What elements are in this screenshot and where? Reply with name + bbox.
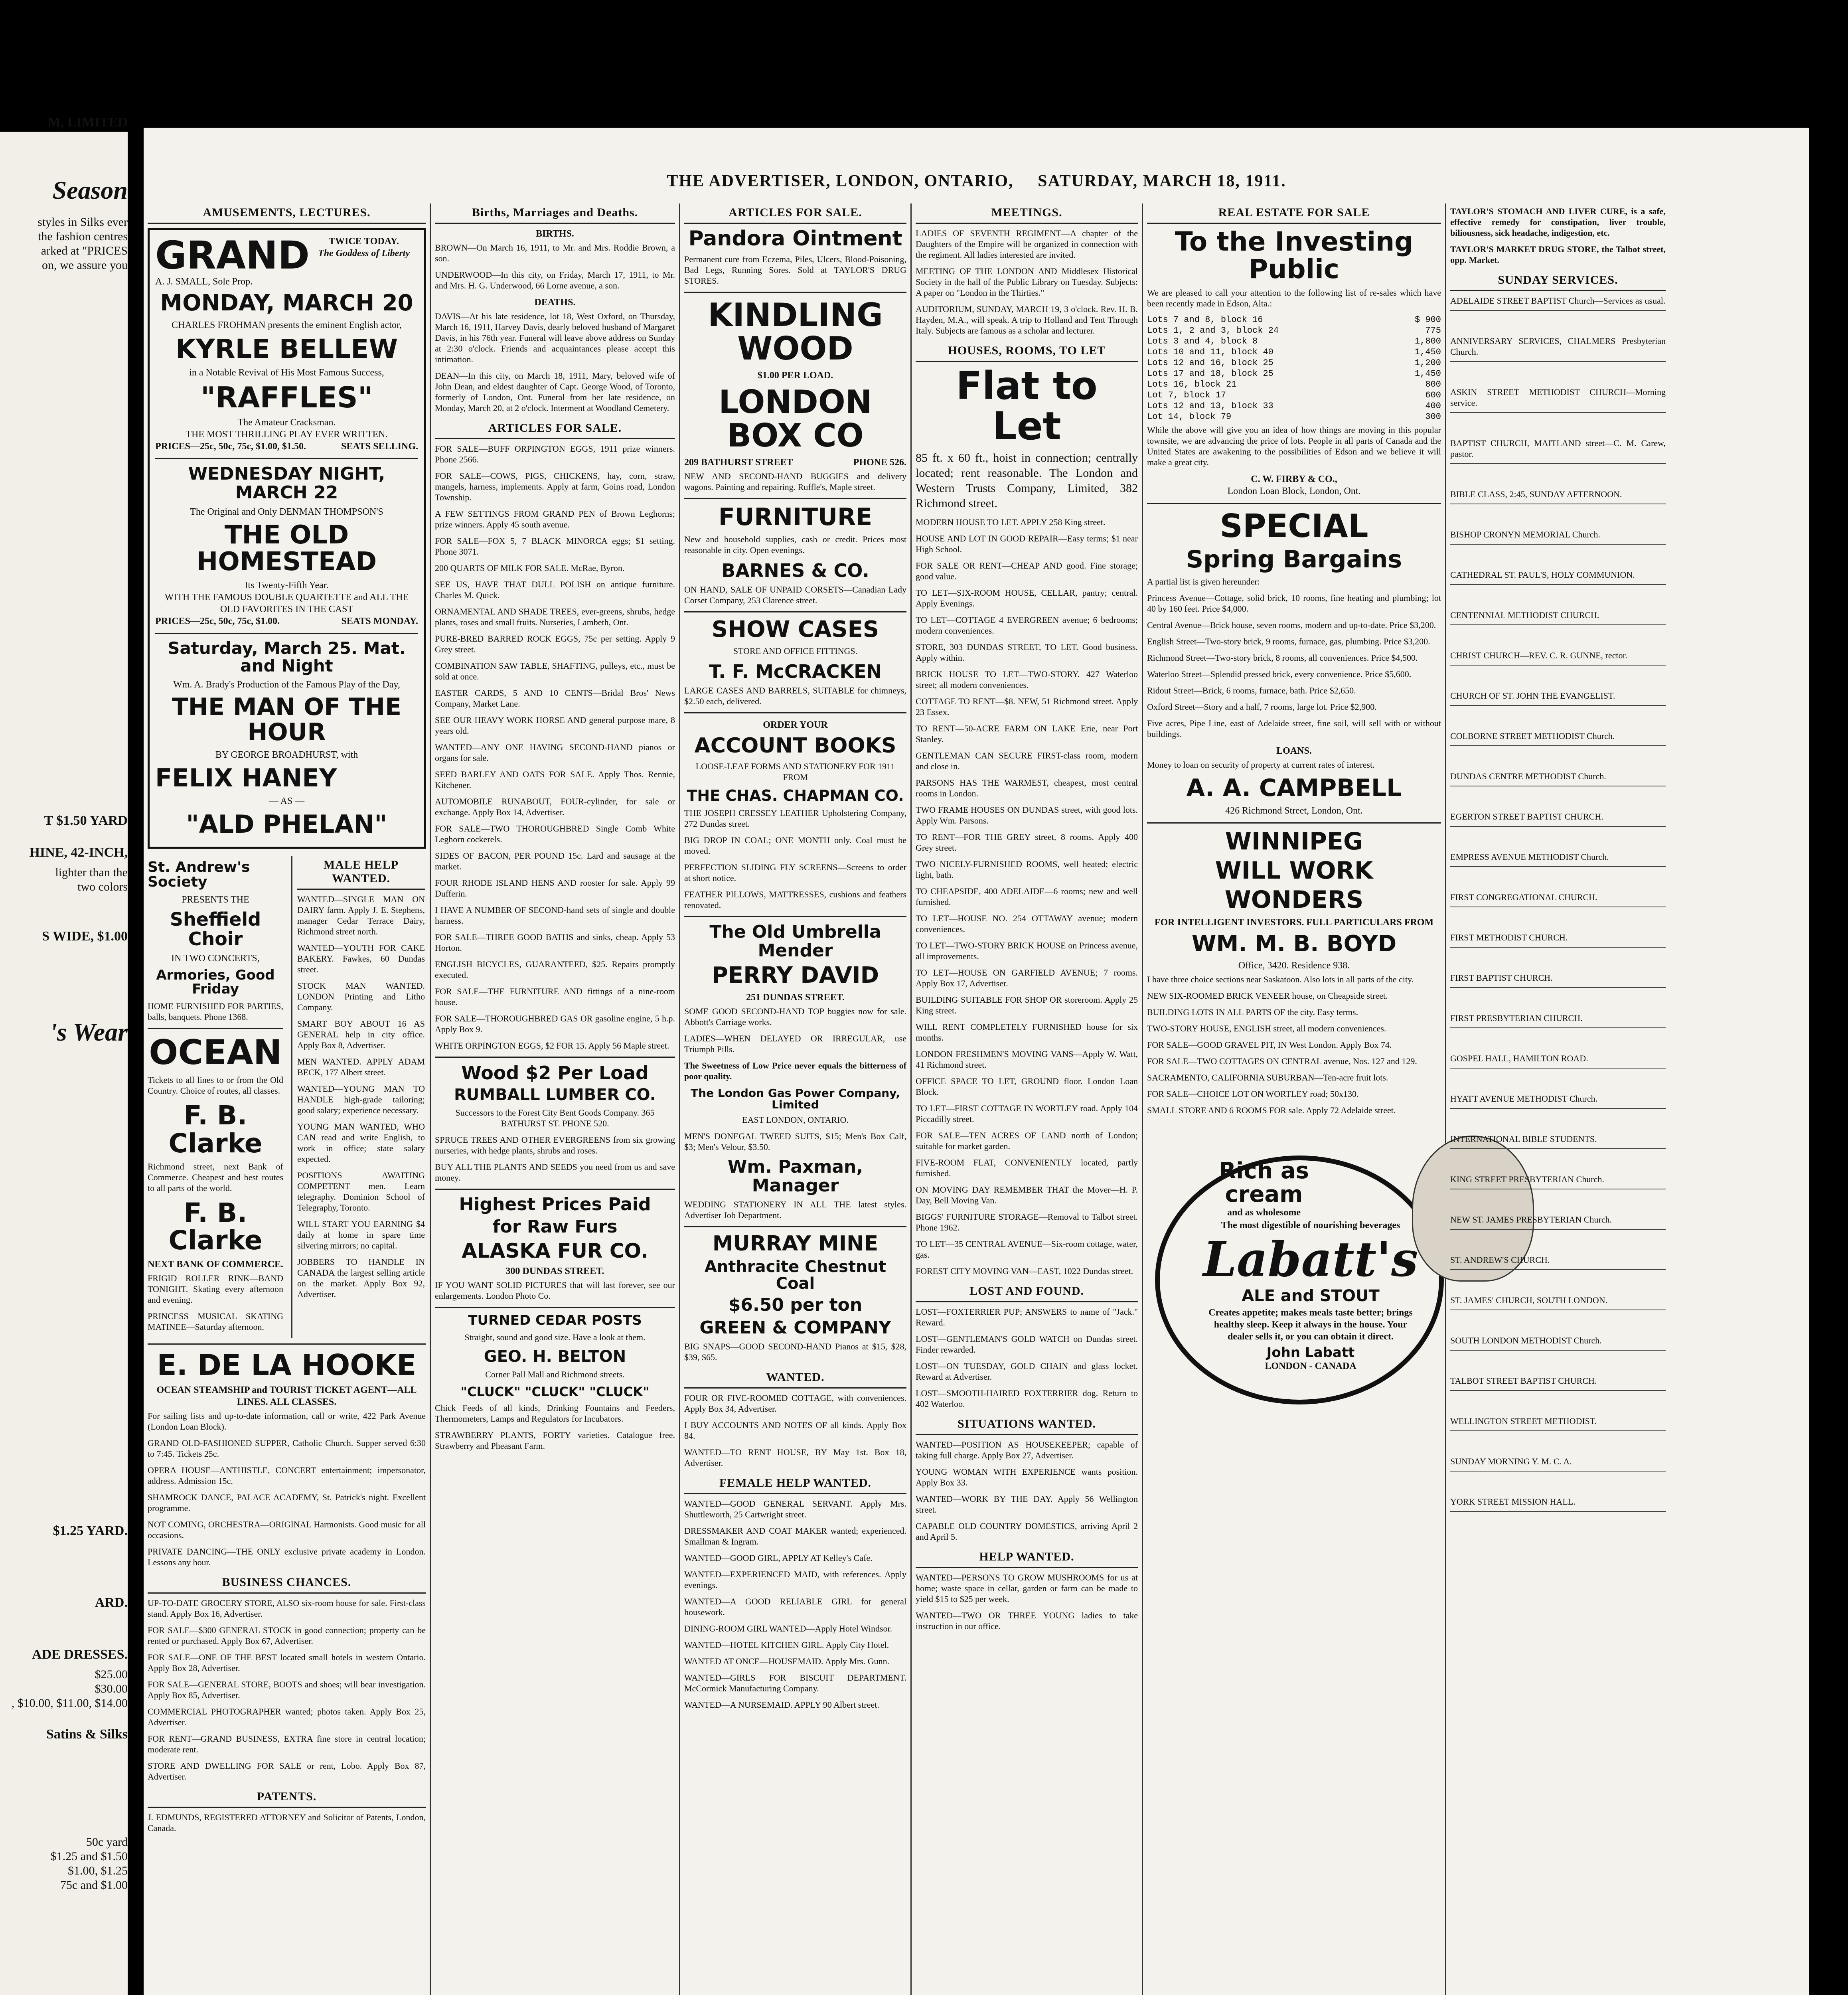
church-listing: HYATT AVENUE METHODIST Church. xyxy=(1450,1093,1666,1109)
taylor-store: TAYLOR'S MARKET DRUG STORE, the Talbot street, opp. Market. xyxy=(1450,244,1666,265)
left-page-fragment: M, LIMITED xyxy=(47,115,128,130)
revival-line: in a Notable Revival of His Most Famous Success, xyxy=(189,367,384,378)
delahooke-sub: OCEAN STEAMSHIP and TOURIST TICKET AGENT—ALL LINES. ALL CLASSES. xyxy=(156,1385,417,1408)
felix-haney: FELIX HANEY xyxy=(155,763,337,793)
order-your: ORDER YOUR xyxy=(763,719,828,730)
frohman-line: CHARLES FROHMAN presents the eminent English actor, xyxy=(172,320,402,330)
left-page-fragment: ARD. xyxy=(95,1595,128,1610)
church-listing: ANNIVERSARY SERVICES, CHALMERS Presbyterian Church. xyxy=(1450,336,1666,362)
seats-selling: SEATS SELLING. xyxy=(341,441,418,452)
left-page-fragment: 's Wear xyxy=(50,1018,128,1046)
kindling-price: $1.00 PER LOAD. xyxy=(757,370,833,381)
church-listing: YORK STREET MISSION HALL. xyxy=(1450,1496,1666,1512)
wood-per-load: Wood $2 Per Load xyxy=(461,1062,649,1084)
umbrella-mender: The Old Umbrella Mender xyxy=(709,922,881,961)
taylor-cure: TAYLOR'S STOMACH AND LIVER CURE, is a safe, effective remedy for constipation, liver trouble, biliousness, sick headache, indigestion, etc. xyxy=(1450,206,1666,238)
lot-description: Lot 14, block 79 xyxy=(1147,411,1232,422)
raw-furs: for Raw Furs xyxy=(492,1217,618,1237)
church-listing: ASKIN STREET METHODIST CHURCH—Morning service. xyxy=(1450,387,1666,413)
labatt-signature: John Labatt xyxy=(1266,1345,1355,1361)
coal-price: $6.50 per ton xyxy=(728,1295,863,1316)
will-work: WILL WORK xyxy=(1215,856,1373,885)
articles-heading-2: ARTICLES FOR SALE. xyxy=(435,419,675,439)
pandora-ointment: Pandora Ointment xyxy=(688,227,902,251)
births-heading: BIRTHS. xyxy=(536,229,574,239)
left-page-fragment: arked at "PRICES xyxy=(41,244,128,257)
campbell-address: 426 Richmond Street, London, Ont. xyxy=(1225,805,1363,816)
left-page-fragment: T $1.50 YARD xyxy=(44,813,128,828)
left-page-fragment: $1.25 and $1.50 xyxy=(50,1850,128,1863)
gas-power-company: The London Gas Power Company, Limited xyxy=(691,1086,900,1112)
church-list xyxy=(1450,295,1666,1512)
lot-row xyxy=(1147,325,1441,336)
column-sunday-services xyxy=(1446,203,1670,1995)
church-listing: ADELAIDE STREET BAPTIST Church—Services as usual. xyxy=(1450,295,1666,311)
two-concerts: IN TWO CONCERTS, xyxy=(171,953,260,964)
brady-line: Wm. A. Brady's Production of the Famous Play of the Day, xyxy=(173,679,400,690)
wanted-heading: WANTED. xyxy=(684,1368,906,1389)
lot-price: 1,200 xyxy=(1414,358,1441,368)
chapman-co: THE CHAS. CHAPMAN CO. xyxy=(687,786,904,804)
section-heading: AMUSEMENTS, LECTURES. xyxy=(148,203,426,224)
box-phone: PHONE 526. xyxy=(853,457,906,468)
boyd-phones: Office, 3420. Residence 938. xyxy=(1238,960,1350,971)
lot-price: 1,450 xyxy=(1414,347,1441,357)
houses-heading: HOUSES, ROOMS, TO LET xyxy=(916,342,1138,362)
masthead-date: SATURDAY, MARCH 18, 1911. xyxy=(1038,172,1286,190)
labatt-ale: ALE and STOUT xyxy=(1242,1287,1380,1306)
church-listing: FIRST PRESBYTERIAN CHURCH. xyxy=(1450,1013,1666,1028)
column-births-articles: Births, Marriages and Deaths. BIRTHS. BROWN—On March 16, 1911, to Mr. and Mrs. Roddie Brown, a son. UNDERWOOD—In this city, on Friday, March 17, 1911, to Mr. and Mrs. H. G. Underwood, 66 Lorne avenue, a son. DEATHS. DAVIS—At his late residence, lot 18, West Oxford, on Thursday, March 16, 1911, Harvey Davis, dearly beloved husband of Margaret Davis, in his 76th year. Funeral will leave above address on Sunday at 2:30 o'clock. Friends and acquaintances please accept this intimation. DEAN—In this city, on March 18, 1911, Mary, beloved wife of John Dean, and eldest daughter of Capt. George Wood, of Toronto, formerly of London, Ont. Funeral from her late residence, on Monday, March 20, at 2 o'clock. Interment at Woodland Cemetery. ARTICLES FOR SALE. FOR SALE—BUFF ORPINGTON EGGS, 1911 prize winners. Phone 2566. FOR SALE—COWS, PIGS, CHICKENS, hay, corn, straw, mangels, harness, implements. Apply at farm, Goins road, London Township. A FEW SETTINGS FROM GRAND PEN of Brown Leghorns; prize winners. Apply 45 south avenue. FOR SALE—FOX 5, 7 BLACK MINORCA eggs; $1 setting. Phone 3071. 200 QUARTS OF MILK FOR SALE. McRae, Byron. SEE US, HAVE THAT DULL POLISH on antique furniture. Charles M. Quick. ORNAMENTAL AND SHADE TREES, ever-greens, shrubs, hedge plants, roses and small fruits. Nurseries, Lambeth, Ont. PURE-BRED BARRED ROCK EGGS, 75c per setting. Apply 9 Grey street. COMBINATION SAW TABLE, SHAFTING, pulleys, etc., must be sold at once. EASTER CARDS, 5 AND 10 CENTS—Bridal Bros' News Company, Market Lane. SEE OUR HEAVY WORK HORSE AND general purpose mare, 8 years old. WANTED—ANY ONE HAVING SECOND-HAND pianos or organs for sale. SEED BARLEY AND OATS FOR SALE. Apply Thos. Rennie, Kitchener. AUTOMOBILE RUNABOUT, FOUR-cylinder, for sale or exchange. Apply Box 14, Advertiser. FOR SALE—TWO THOROUGHBRED Single Comb White Leghorn cockerels. SIDES OF BACON, PER POUND 15c. Lard and sausage at the market. FOUR RHODE ISLAND HENS AND rooster for sale. Apply 99 Dufferin. I HAVE A NUMBER OF SECOND-hand sets of single and double harness. FOR SALE—THREE GOOD BATHS and sinks, cheap. Apply 53 Horton. ENGLISH BICYCLES, GUARANTEED, $25. Repairs promptly executed. FOR SALE—THE FURNITURE AND fittings of a nine-room house. FOR SALE—THOROUGHBRED GAS OR gasoline engine, 5 h.p. Apply Box 9. WHITE ORPINGTON EGGS, $2 FOR 15. Apply 56 Maple street. Wood $2 Per Load RUMBALL LUMBER CO. Successors to the Forest City Bent Goods Company. 365 BATHURST ST. PHONE 520. SPRUCE TREES AND OTHER EVERGREENS from six growing nurseries, with hedge plants, shrubs and roses. BUY ALL THE PLANTS AND SEEDS you need from us and save money. Highest Prices Paid for Raw Furs ALASKA FUR CO. 300 DUNDAS STREET. IF YOU WANT SOLID PICTURES that will last forever, see our enlargements. London Photo Co. TURNED CEDAR POSTS Straight, sound and good size. Have a look at them. GEO. H. BELTON Corner Pall Mall and Richmond streets. "CLUCK" "CLUCK" "CLUCK" Chick Feeds of all kinds, Drinking Fountains and Feeders, Thermometers, Lamps and Regulators for Incubators. STRAWBERRY PLANTS, FORTY varieties. Catalogue free. Strawberry and Pheasant Farm. xyxy=(431,203,680,1995)
kyrle-bellew: KYRLE BELLEW xyxy=(175,333,398,364)
lot-row xyxy=(1147,314,1441,325)
church-listing: GOSPEL HALL, HAMILTON ROAD. xyxy=(1450,1053,1666,1069)
church-listing: CATHEDRAL ST. PAUL'S, HOLY COMMUNION. xyxy=(1450,569,1666,585)
flat-to-let: Flat to Let xyxy=(956,363,1098,448)
situations-heading: SITUATIONS WANTED. xyxy=(916,1415,1138,1435)
alaska-fur: ALASKA FUR CO. xyxy=(462,1239,648,1262)
church-listing: CHRIST CHURCH—REV. C. R. GUNNE, rector. xyxy=(1450,650,1666,666)
lot-row xyxy=(1147,401,1441,411)
labatt-digest: The most digestible of nourishing beverages xyxy=(1221,1220,1400,1231)
sheffield-choir: Sheffield Choir xyxy=(170,909,261,950)
column-amusements: AMUSEMENTS, LECTURES. GRAND A. J. SMALL, Sole Prop. TWICE TODAY. The Goddess of Liberty MONDAY, MARCH 20 CHARLES FROHMAN presents the eminent English actor, KYRLE BELLEW in a Notable Revival of His Most Famous Success, "RAFFLES" The Amateur Cracksman. THE MOST THRILLING PLAY EVER WRITTEN. PRICES—25c, 50c, 75c, $1.00, $1.50. SEATS SELLING. WEDNESDAY NIGHT, MARCH 22 The Original and Only DENMAN THOMPSON'S THE OLD HOMESTEAD Its Twenty-Fifth Year. WITH THE FAMOUS DOUBLE QUARTETTE and ALL THE OLD FAVORITES IN THE CAST PRICES—25c, 50c, 75c, $1.00. SEATS MONDAY. Saturday, March 25. Mat. and Night Wm. A. Brady's Production of the Famous Play of the Day, THE MAN OF THE HOUR BY GEORGE BROADHURST, with FELIX HANEY — AS — "ALD PHELAN" St. Andrew's Society PRESENTS THE Sheffield Choir IN TWO CONCERTS, Armories, Good Friday HOME FURNISHED FOR PARTIES, balls, banquets. Phone 1368. OCEAN Tickets to all lines to or from the Old Country. Choice of routes, all classes. F. B. Clarke Richmond street, next Bank of Commerce. Cheapest and best routes to all parts of the world. F. B. Clarke NEXT BANK OF COMMERCE. FRIGID ROLLER RINK—BAND TONIGHT. Skating every afternoon and evening. PRINCESS MUSICAL SKATING MATINEE—Saturday afternoon. MALE HELP WANTED. WANTED—SINGLE MAN ON DAIRY farm. Apply J. E. Stephens, manager Cedar Terrace Dairy, Richmond street north. WANTED—YOUTH FOR CAKE BAKERY. Fawkes, 60 Dundas street. STOCK MAN WANTED. LONDON Printing and Litho Company. SMART BOY ABOUT 16 AS GENERAL help in city office. Apply Box 8, Advertiser. MEN WANTED. APPLY ADAM BECK, 177 Albert street. WANTED—YOUNG MAN TO HANDLE high-grade tailoring; good salary; experience necessary. YOUNG MAN WANTED, WHO CAN read and write English, to work in office; state salary expected. POSITIONS AWAITING COMPETENT men. Learn telegraphy. Dominion School of Telegraphy, Toronto. WILL START YOU EARNING $4 daily at home in spare time silvering mirrors; no capital. JOBBERS TO HANDLE IN CANADA the largest selling article on the market. Apply Box 92, Advertiser. E. DE LA HOOKE OCEAN STEAMSHIP and TOURIST TICKET AGENT—ALL LINES. ALL CLASSES. For sailing lists and up-to-date information, call or write, 422 Park Avenue (London Loan Block). GRAND OLD-FASHIONED SUPPER, Catholic Church. Supper served 6:30 to 7:45. Tickets 25c. OPERA HOUSE—ANTHISTLE, CONCERT entertainment; impersonator, address. Admission 15c. SHAMROCK DANCE, PALACE ACADEMY, St. Patrick's night. Excellent programme. NOT COMING, ORCHESTRA—ORIGINAL Harmonists. Good music for all occasions. PRIVATE DANCING—THE ONLY exclusive private academy in London. Lessons any hour. BUSINESS CHANCES. UP-TO-DATE GROCERY STORE, ALSO six-room house for sale. First-class stand. Apply Box 16, Advertiser. FOR SALE—$300 GENERAL STOCK in good connection; property can be rented or purchased. Apply Box 67, Advertiser. FOR SALE—ONE OF THE BEST located small hotels in western Ontario. Apply Box 28, Advertiser. FOR SALE—GENERAL STORE, BOOTS and shoes; will bear investigation. Apply Box 85, Advertiser. COMMERCIAL PHOTOGRAPHER wanted; photos taken. Apply Box 25, Advertiser. FOR RENT—GRAND BUSINESS, EXTRA fine store in central location; moderate rent. STORE AND DWELLING FOR SALE or rent, Lobo. Apply Box 87, Advertiser. PATENTS. J. EDMUNDS, REGISTERED ATTORNEY and Solicitor of Patents, London, Canada. xyxy=(144,203,431,1995)
church-listing: EGERTON STREET BAPTIST CHURCH. xyxy=(1450,811,1666,827)
belton: GEO. H. BELTON xyxy=(484,1347,626,1366)
lot-row xyxy=(1147,336,1441,347)
grand-title: GRAND xyxy=(155,233,310,278)
left-page-fragment: Season xyxy=(52,176,128,204)
account-books: ACCOUNT BOOKS xyxy=(694,733,896,758)
standrews-society: St. Andrew's Society xyxy=(148,859,250,891)
church-listing: SUNDAY MORNING Y. M. C. A. xyxy=(1450,1456,1666,1472)
left-page-fragment: S WIDE, $1.00 xyxy=(42,929,128,944)
alaska-address: 300 DUNDAS STREET. xyxy=(505,1266,604,1277)
lot-price: 1,800 xyxy=(1414,336,1441,346)
church-listing: NEW ST. JAMES PRESBYTERIAN Church. xyxy=(1450,1214,1666,1230)
female-help-heading: FEMALE HELP WANTED. xyxy=(684,1474,906,1494)
church-listing: FIRST CONGREGATIONAL CHURCH. xyxy=(1450,892,1666,907)
rumball-lumber: RUMBALL LUMBER CO. xyxy=(454,1086,656,1104)
prices-raffles: PRICES—25c, 50c, 75c, $1.00, $1.50. xyxy=(155,441,306,452)
lost-found-heading: LOST AND FOUND. xyxy=(916,1282,1138,1302)
loans-heading: LOANS. xyxy=(1276,745,1312,756)
lot-description: Lots 17 and 18, block 25 xyxy=(1147,368,1273,379)
church-listing: EMPRESS AVENUE METHODIST Church. xyxy=(1450,851,1666,867)
column-meetings: MEETINGS. LADIES OF SEVENTH REGIMENT—A chapter of the Daughters of the Empire will be organized in connection with the regiment. All ladies interested are invited. MEETING OF THE LONDON AND Middlesex Historical Society in the hall of the Public Library on Tuesday. Subjects: A paper on "London in the Thirties." AUDITORIUM, SUNDAY, MARCH 19, 3 o'clock. Rev. H. B. Hayden, M.A., will speak. A trip to Holland and Tent Through Italy. Subjects are famous as a scholar and lecturer. HOUSES, ROOMS, TO LET Flat to Let 85 ft. x 60 ft., hoist in connection; centrally located; rent reasonable. The London and Western Trusts Company, Limited, 382 Richmond street. MODERN HOUSE TO LET. APPLY 258 King street. HOUSE AND LOT IN GOOD REPAIR—Easy terms; $1 near High School. FOR SALE OR RENT—CHEAP AND good. Fine storage; good value. TO LET—SIX-ROOM HOUSE, CELLAR, pantry; central. Apply Evenings. TO LET—COTTAGE 4 EVERGREEN avenue; 6 bedrooms; modern conveniences. STORE, 303 DUNDAS STREET, TO LET. Good business. Apply within. BRICK HOUSE TO LET—TWO-STORY. 427 Waterloo street; all modern conveniences. COTTAGE TO RENT—$8. NEW, 51 Richmond street. Apply 23 Essex. TO RENT—50-ACRE FARM ON LAKE Erie, near Port Stanley. GENTLEMAN CAN SECURE FIRST-class room, modern and close in. PARSONS HAS THE WARMEST, cheapest, most central rooms in London. TWO FRAME HOUSES ON DUNDAS street, with good lots. Apply Wm. Parsons. TO RENT—FOR THE GREY street, 8 rooms. Apply 400 Grey street. TWO NICELY-FURNISHED ROOMS, well heated; electric light, bath. TO CHEAPSIDE, 400 ADELAIDE—6 rooms; new and well furnished. TO LET—HOUSE NO. 254 OTTAWAY avenue; modern conveniences. TO LET—TWO-STORY BRICK HOUSE on Princess avenue, all improvements. TO LET—HOUSE ON GARFIELD AVENUE; 7 rooms. Apply Box 17, Advertiser. BUILDING SUITABLE FOR SHOP OR storeroom. Apply 25 King street. WILL RENT COMPLETELY FURNISHED house for six months. LONDON FRESHMEN'S MOVING VANS—Apply W. Watt, 41 Richmond street. OFFICE SPACE TO LET, GROUND floor. London Loan Block. TO LET—FIRST COTTAGE IN WORTLEY road. Apply 104 Piccadilly street. FOR SALE—TEN ACRES OF LAND north of London; suitable for market garden. FIVE-ROOM FLAT, CONVENIENTLY located, partly furnished. ON MOVING DAY REMEMBER THAT the Mover—H. P. Day, Bell Moving Van. BIGGS' FURNITURE STORAGE—Removal to Talbot street. Phone 1962. TO LET—35 CENTRAL AVENUE—Six-room cottage, water, gas. FOREST CITY MOVING VAN—EAST, 1022 Dundas street. LOST AND FOUND. LOST—FOXTERRIER PUP; ANSWERS to name of "Jack." Reward. LOST—GENTLEMAN'S GOLD WATCH on Dundas street. Finder rewarded. LOST—ON TUESDAY, GOLD CHAIN and glass locket. Reward at Advertiser. LOST—SMOOTH-HAIRED FOXTERRIER dog. Return to 402 Waterloo. SITUATIONS WANTED. WANTED—POSITION AS HOUSEKEEPER; capable of taking full charge. Apply Box 27, Advertiser. YOUNG WOMAN WITH EXPERIENCE wants position. Apply Box 33. WANTED—WORK BY THE DAY. Apply 56 Wellington street. CAPABLE OLD COUNTRY DOMESTICS, arriving April 2 and April 5. HELP WANTED. WANTED—PERSONS TO GROW MUSHROOMS for us at home; waste space in cellar, garden or farm can be made to yield $15 to $25 per week. WANTED—TWO OR THREE YOUNG ladies to take instruction in our office. xyxy=(912,203,1143,1995)
left-page-fragment: , $10.00, $11.00, $14.00 xyxy=(11,1697,128,1710)
lot-description: Lots 16, block 21 xyxy=(1147,379,1237,389)
church-listing: COLBORNE STREET METHODIST Church. xyxy=(1450,731,1666,746)
prices-homestead: PRICES—25c, 50c, 75c, $1.00. xyxy=(155,616,280,627)
boyd: WM. M. B. BOYD xyxy=(1191,930,1397,957)
murray-mine: MURRAY MINE xyxy=(712,1231,879,1256)
winnipeg: WINNIPEG xyxy=(1225,827,1363,855)
lot-description: Lots 1, 2 and 3, block 24 xyxy=(1147,325,1279,336)
column-articles-for-sale: ARTICLES FOR SALE. Pandora Ointment Permanent cure from Eczema, Piles, Ulcers, Blood-Poisoning, Bad Legs, Running Sores. Sold at TAYLOR'S DRUG STORES. KINDLING WOOD $1.00 PER LOAD. LONDON BOX CO 209 BATHURST STREET PHONE 526. NEW AND SECOND-HAND BUGGIES and delivery wagons. Painting and repairing. Ruffle's, Maple street. FURNITURE New and household supplies, cash or credit. Prices most reasonable in city. Open evenings. BARNES & CO. ON HAND, SALE OF UNPAID CORSETS—Canadian Lady Corset Company, 253 Clarence street. SHOW CASES STORE AND OFFICE FITTINGS. T. F. McCRACKEN LARGE CASES AND BARRELS, SUITABLE for chimneys, $2.50 each, delivered. ORDER YOUR ACCOUNT BOOKS LOOSE-LEAF FORMS AND STATIONERY FOR 1911 FROM THE CHAS. CHAPMAN CO. THE JOSEPH CRESSEY LEATHER Upholstering Company, 272 Dundas street. BIG DROP IN COAL; ONE MONTH only. Coal must be moved. PERFECTION SLIDING FLY SCREENS—Screens to order at short notice. FEATHER PILLOWS, MATTRESSES, cushions and feathers renovated. The Old Umbrella Mender PERRY DAVID 251 DUNDAS STREET. SOME GOOD SECOND-HAND TOP buggies now for sale. Abbott's Carriage works. LADIES—WHEN DELAYED OR IRREGULAR, use Triumph Pills. The Sweetness of Low Price never equals the bitterness of poor quality. The London Gas Power Company, Limited EAST LONDON, ONTARIO. MEN'S DONEGAL TWEED SUITS, $15; Men's Box Calf, $3; Men's Velour, $3.50. Wm. Paxman, Manager WEDDING STATIONERY IN ALL THE latest styles. Advertiser Job Department. MURRAY MINE Anthracite Chestnut Coal $6.50 per ton GREEN & COMPANY BIG SNAPS—GOOD SECOND-HAND Pianos at $15, $28, $39, $65. WANTED. FOUR OR FIVE-ROOMED COTTAGE, with conveniences. Apply Box 34, Advertiser. I BUY ACCOUNTS AND NOTES OF all kinds. Apply Box 84. WANTED—TO RENT HOUSE, BY May 1st. Box 18, Advertiser. FEMALE HELP WANTED. WANTED—GOOD GENERAL SERVANT. Apply Mrs. Shuttleworth, 25 Cartwright street. DRESSMAKER AND COAT MAKER wanted; experienced. Smallman & Ingram. WANTED—GOOD GIRL, APPLY AT Kelley's Cafe. WANTED—EXPERIENCED MAID, with references. Apply evenings. WANTED—A GOOD RELIABLE GIRL for general housework. DINING-ROOM GIRL WANTED—Apply Hotel Windsor. WANTED—HOTEL KITCHEN GIRL. Apply City Hotel. WANTED AT ONCE—HOUSEMAID. Apply Mrs. Gunn. WANTED—GIRLS FOR BISCUIT DEPARTMENT. McCormick Manufacturing Company. WANTED—A NURSEMAID. APPLY 90 Albert street. xyxy=(680,203,912,1995)
show-cases: SHOW CASES xyxy=(711,616,879,642)
lot-description: Lots 3 and 4, block 8 xyxy=(1147,336,1258,346)
church-listing: KING STREET PRESBYTERIAN Church. xyxy=(1450,1174,1666,1189)
masthead-paper: THE ADVERTISER, LONDON, ONTARIO, xyxy=(667,172,1014,190)
real-estate-heading: REAL ESTATE FOR SALE xyxy=(1147,203,1441,224)
lots-list xyxy=(1147,314,1441,422)
newspaper-page xyxy=(144,128,1809,1995)
seats-monday: SEATS MONDAY. xyxy=(341,616,418,627)
man-of-the-hour: THE MAN OF THE HOUR xyxy=(172,693,402,747)
furniture: FURNITURE xyxy=(718,503,873,531)
grand-owner: A. J. SMALL, Sole Prop. xyxy=(155,276,253,287)
monday-date: MONDAY, MARCH 20 xyxy=(160,290,413,316)
masthead xyxy=(144,172,1809,191)
lot-price: 800 xyxy=(1425,379,1441,389)
special: SPECIAL xyxy=(1220,507,1368,545)
thrilling-line: THE MOST THRILLING PLAY EVER WRITTEN. xyxy=(186,429,388,440)
church-listing: ST. JAMES' CHURCH, SOUTH LONDON. xyxy=(1450,1295,1666,1310)
lot-description: Lots 7 and 8, block 16 xyxy=(1147,314,1263,325)
anthracite-coal: Anthracite Chestnut Coal xyxy=(704,1258,886,1293)
left-page-fragment: ADE DRESSES. xyxy=(32,1647,128,1662)
quartette-line: WITH THE FAMOUS DOUBLE QUARTETTE and ALL THE OLD FAVORITES IN THE CAST xyxy=(164,592,409,615)
lot-price: 1,450 xyxy=(1414,368,1441,379)
patents-heading: PATENTS. xyxy=(148,1788,426,1808)
lot-row xyxy=(1147,347,1441,358)
church-listing: INTERNATIONAL BIBLE STUDENTS. xyxy=(1450,1134,1666,1149)
labatt-logo: Labatt's xyxy=(1203,1231,1418,1288)
saturday-date: Saturday, March 25. Mat. and Night xyxy=(168,638,406,676)
raffles-title: "RAFFLES" xyxy=(200,380,373,414)
church-listing: TALBOT STREET BAPTIST CHURCH. xyxy=(1450,1375,1666,1391)
as-line: — AS — xyxy=(269,796,305,806)
twice-today: TWICE TODAY. xyxy=(328,236,399,247)
church-listing: SOUTH LONDON METHODIST Church. xyxy=(1450,1335,1666,1351)
church-listing: DUNDAS CENTRE METHODIST Church. xyxy=(1450,771,1666,786)
church-listing: BIBLE CLASS, 2:45, SUNDAY AFTERNOON. xyxy=(1450,489,1666,504)
church-listing: FIRST METHODIST CHURCH. xyxy=(1450,932,1666,948)
lot-price: 775 xyxy=(1425,325,1441,336)
left-page-fragment: on, we assure you xyxy=(42,259,128,272)
left-page-fragment: 50c yard xyxy=(86,1835,128,1849)
lot-row xyxy=(1147,390,1441,401)
labatt-copy: Creates appetite; makes meals taste better; brings healthy sleep. Keep it always in the house. Your dealer sells it, or you can obtain it direct. xyxy=(1208,1308,1413,1342)
church-listing: ST. ANDREW'S CHURCH. xyxy=(1450,1254,1666,1270)
kindling-wood: KINDLING WOOD xyxy=(708,296,883,367)
lot-price: 400 xyxy=(1425,401,1441,411)
lot-description: Lot 7, block 17 xyxy=(1147,390,1226,400)
lot-price: 300 xyxy=(1425,411,1441,422)
deaths-heading: DEATHS. xyxy=(534,297,576,308)
left-page-fragment: $1.25 YARD. xyxy=(53,1523,128,1538)
mccracken: T. F. McCRACKEN xyxy=(709,660,882,682)
sunday-services-heading: SUNDAY SERVICES. xyxy=(1450,271,1666,291)
cedar-posts: TURNED CEDAR POSTS xyxy=(468,1312,642,1329)
church-listing: FIRST BAPTIST CHURCH. xyxy=(1450,972,1666,988)
ocean-heading: OCEAN xyxy=(149,1033,282,1073)
lot-price: 600 xyxy=(1425,390,1441,400)
broadhurst-line: BY GEORGE BROADHURST, with xyxy=(215,750,358,760)
twentyfifth-year: Its Twenty-Fifth Year. xyxy=(245,580,329,591)
barnes-co: BARNES & CO. xyxy=(721,559,869,581)
church-listing: BISHOP CRONYN MEMORIAL Church. xyxy=(1450,529,1666,545)
grand-theatre-ad xyxy=(148,228,426,849)
lot-description: Lots 12 and 13, block 33 xyxy=(1147,401,1273,411)
labatt-rich: Rich as xyxy=(1219,1158,1309,1184)
left-page-fragment: $30.00 xyxy=(95,1682,128,1695)
church-listing: CHURCH OF ST. JOHN THE EVANGELIST. xyxy=(1450,690,1666,706)
green-company: GREEN & COMPANY xyxy=(699,1317,891,1338)
help-wanted-heading: HELP WANTED. xyxy=(916,1548,1138,1568)
lot-row xyxy=(1147,368,1441,379)
cluck-ad: "CLUCK" "CLUCK" "CLUCK" xyxy=(460,1384,650,1399)
labatt-cream: cream xyxy=(1225,1181,1303,1208)
business-chances-heading: BUSINESS CHANCES. xyxy=(148,1573,426,1594)
cracksman-line: The Amateur Cracksman. xyxy=(237,417,336,428)
lot-price: $ 900 xyxy=(1414,314,1441,325)
paxman: Wm. Paxman, Manager xyxy=(727,1157,863,1196)
lot-description: Lots 12 and 16, block 25 xyxy=(1147,358,1273,368)
box-address: 209 BATHURST STREET xyxy=(684,457,793,468)
labatt-and: and as wholesome xyxy=(1227,1207,1301,1218)
spring-bargains: Spring Bargains xyxy=(1186,545,1402,573)
left-page-fragment: $25.00 xyxy=(95,1668,128,1681)
lot-row xyxy=(1147,358,1441,368)
campbell: A. A. CAMPBELL xyxy=(1186,774,1402,802)
presents-the: PRESENTS THE xyxy=(182,895,249,905)
highest-prices: Highest Prices Paid xyxy=(459,1194,651,1215)
male-help-heading: MALE HELP WANTED. xyxy=(297,856,425,890)
wednesday-date: WEDNESDAY NIGHT, MARCH 22 xyxy=(188,464,385,503)
clarke-2: F. B. Clarke xyxy=(168,1197,263,1256)
investing-public: To the Investing Public xyxy=(1175,226,1414,285)
left-page-fragment: two colors xyxy=(77,880,128,893)
goddess-title: The Goddess of Liberty xyxy=(318,248,410,259)
articles-heading-3: ARTICLES FOR SALE. xyxy=(684,203,906,224)
flat-text: 85 ft. x 60 ft., hoist in connection; centrally located; rent reasonable. The London and Western Trusts Company, Limited, 382 Richmond street. xyxy=(916,451,1138,510)
clarke-1: F. B. Clarke xyxy=(168,1100,263,1159)
investors-line: FOR INTELLIGENT INVESTORS. FULL PARTICULARS FROM xyxy=(1154,917,1434,928)
left-page-fragment: lighter than the xyxy=(55,866,128,879)
church-listing: BAPTIST CHURCH, MAITLAND street—C. M. Carew, pastor. xyxy=(1450,438,1666,464)
firby: C. W. FIRBY & CO., xyxy=(1251,474,1337,484)
clarke-address: NEXT BANK OF COMMERCE. xyxy=(148,1259,284,1270)
armories-good-friday: Armories, Good Friday xyxy=(156,967,275,998)
left-page-fragment: the fashion centres xyxy=(38,230,128,243)
church-listing: CENTENNIAL METHODIST CHURCH. xyxy=(1450,610,1666,625)
left-page-fragment: $1.00, $1.25 xyxy=(68,1864,128,1877)
lot-description: Lots 10 and 11, block 40 xyxy=(1147,347,1273,357)
delahooke-title: E. DE LA HOOKE xyxy=(157,1348,417,1382)
meetings-heading: MEETINGS. xyxy=(916,203,1138,224)
column-real-estate: REAL ESTATE FOR SALE To the Investing Public We are pleased to call your attention to the following list of re-sales which have been recently made in Edson, Alta.: Lots 7 and 8, block 16 $ 900 Lots 1, 2 and 3, block 24 775 Lots 3 and 4, block 8 1,800 Lots 10 and 11, block 40 1,450 Lots 12 and 16, block 25 1,200 Lots 17 and 18, block 25 1,450 Lots 16, block 21 800 Lot 7, block 17 600 Lots 12 and 13, block 33 400 Lot 14, block 79 300 While the above will give you an idea of how things are moving in this popular townsite, we are advancing the price of lots. People in all parts of Canada and the United States are awakening to the possibilities of Edson and we believe it will make a great city. C. W. FIRBY & CO., London Loan Block, London, Ont. SPECIAL Spring Bargains A partial list is given hereunder: Princess Avenue—Cottage, solid brick, 10 rooms, fine heating and plumbing; lot 40 by 160 feet. Price $4,000. Central Avenue—Brick house, seven rooms, modern and up-to-date. Price $3,200. English Street—Two-story brick, 9 rooms, furnace, gas, plumbing. Price $3,200. Richmond Street—Two-story brick, 8 rooms, all conveniences. Price $4,500. Waterloo Street—Splendid pressed brick, every convenience. Price $5,600. Ridout Street—Brick, 6 rooms, furnace, bath. Price $2,650. Oxford Street—Story and a half, 7 rooms, large lot. Price $2,900. Five acres, Pipe Line, east of Adelaide street, fine soil, will sell with or without buildings. LOANS. Money to loan on security of property at current rates of interest. A. A. CAMPBELL 426 Richmond Street, London, Ont. WINNIPEG WILL WORK WONDERS FOR INTELLIGENT INVESTORS. FULL PARTICULARS FROM WM. M. B. BOYD Office, 3420. Residence 938. I have three choice sections near Saskatoon. Also lots in all parts of the city. NEW SIX-ROOMED BRICK VENEER house, on Cheapside street. BUILDING LOTS IN ALL PARTS OF the city. Easy terms. TWO-STORY HOUSE, ENGLISH street, all modern conveniences. FOR SALE—GOOD GRAVEL PIT, IN West London. Apply Box 74. FOR SALE—TWO COTTAGES ON CENTRAL avenue, Nos. 127 and 129. SACRAMENTO, CALIFORNIA SUBURBAN—Ten-acre fruit lots. FOR SALE—CHOICE LOT ON WORTLEY road; 50x130. SMALL STORE AND 6 ROOMS FOR sale. Apply 72 Adelaide street. Rich as cream and as wholesome The most digestible of nourishing beverages Labatt's ALE and STOUT Creates appetite; makes meals taste better; brings healthy sleep. Keep it always in the house. Your dealer sells it, or you can obtain it direct. John Labatt LONDON - CANADA xyxy=(1143,203,1446,1995)
perry-address: 251 DUNDAS STREET. xyxy=(746,992,845,1003)
left-page-fragment: styles in Silks ever xyxy=(38,215,128,229)
perry-david: PERRY DAVID xyxy=(711,962,879,988)
wonders: WONDERS xyxy=(1224,885,1364,914)
denman-line: The Original and Only DENMAN THOMPSON'S xyxy=(190,506,383,517)
lot-row xyxy=(1147,411,1441,422)
church-listing: WELLINGTON STREET METHODIST. xyxy=(1450,1416,1666,1431)
left-page-fragment: HINE, 42-INCH, xyxy=(29,845,128,860)
firby-address: London Loan Block, London, Ont. xyxy=(1227,486,1361,496)
left-page-fragment: Satins & Silks xyxy=(46,1727,128,1742)
labatt-place: LONDON - CANADA xyxy=(1265,1361,1356,1372)
lot-row xyxy=(1147,379,1441,390)
left-page-fragment: 75c and $1.00 xyxy=(60,1878,128,1892)
left-adjacent-page xyxy=(0,115,128,1995)
london-box-co: LONDON BOX CO xyxy=(719,383,872,454)
bmd-heading: Births, Marriages and Deaths. xyxy=(435,203,675,224)
old-homestead: THE OLD HOMESTEAD xyxy=(196,520,377,577)
ald-phelan: "ALD PHELAN" xyxy=(186,809,387,839)
